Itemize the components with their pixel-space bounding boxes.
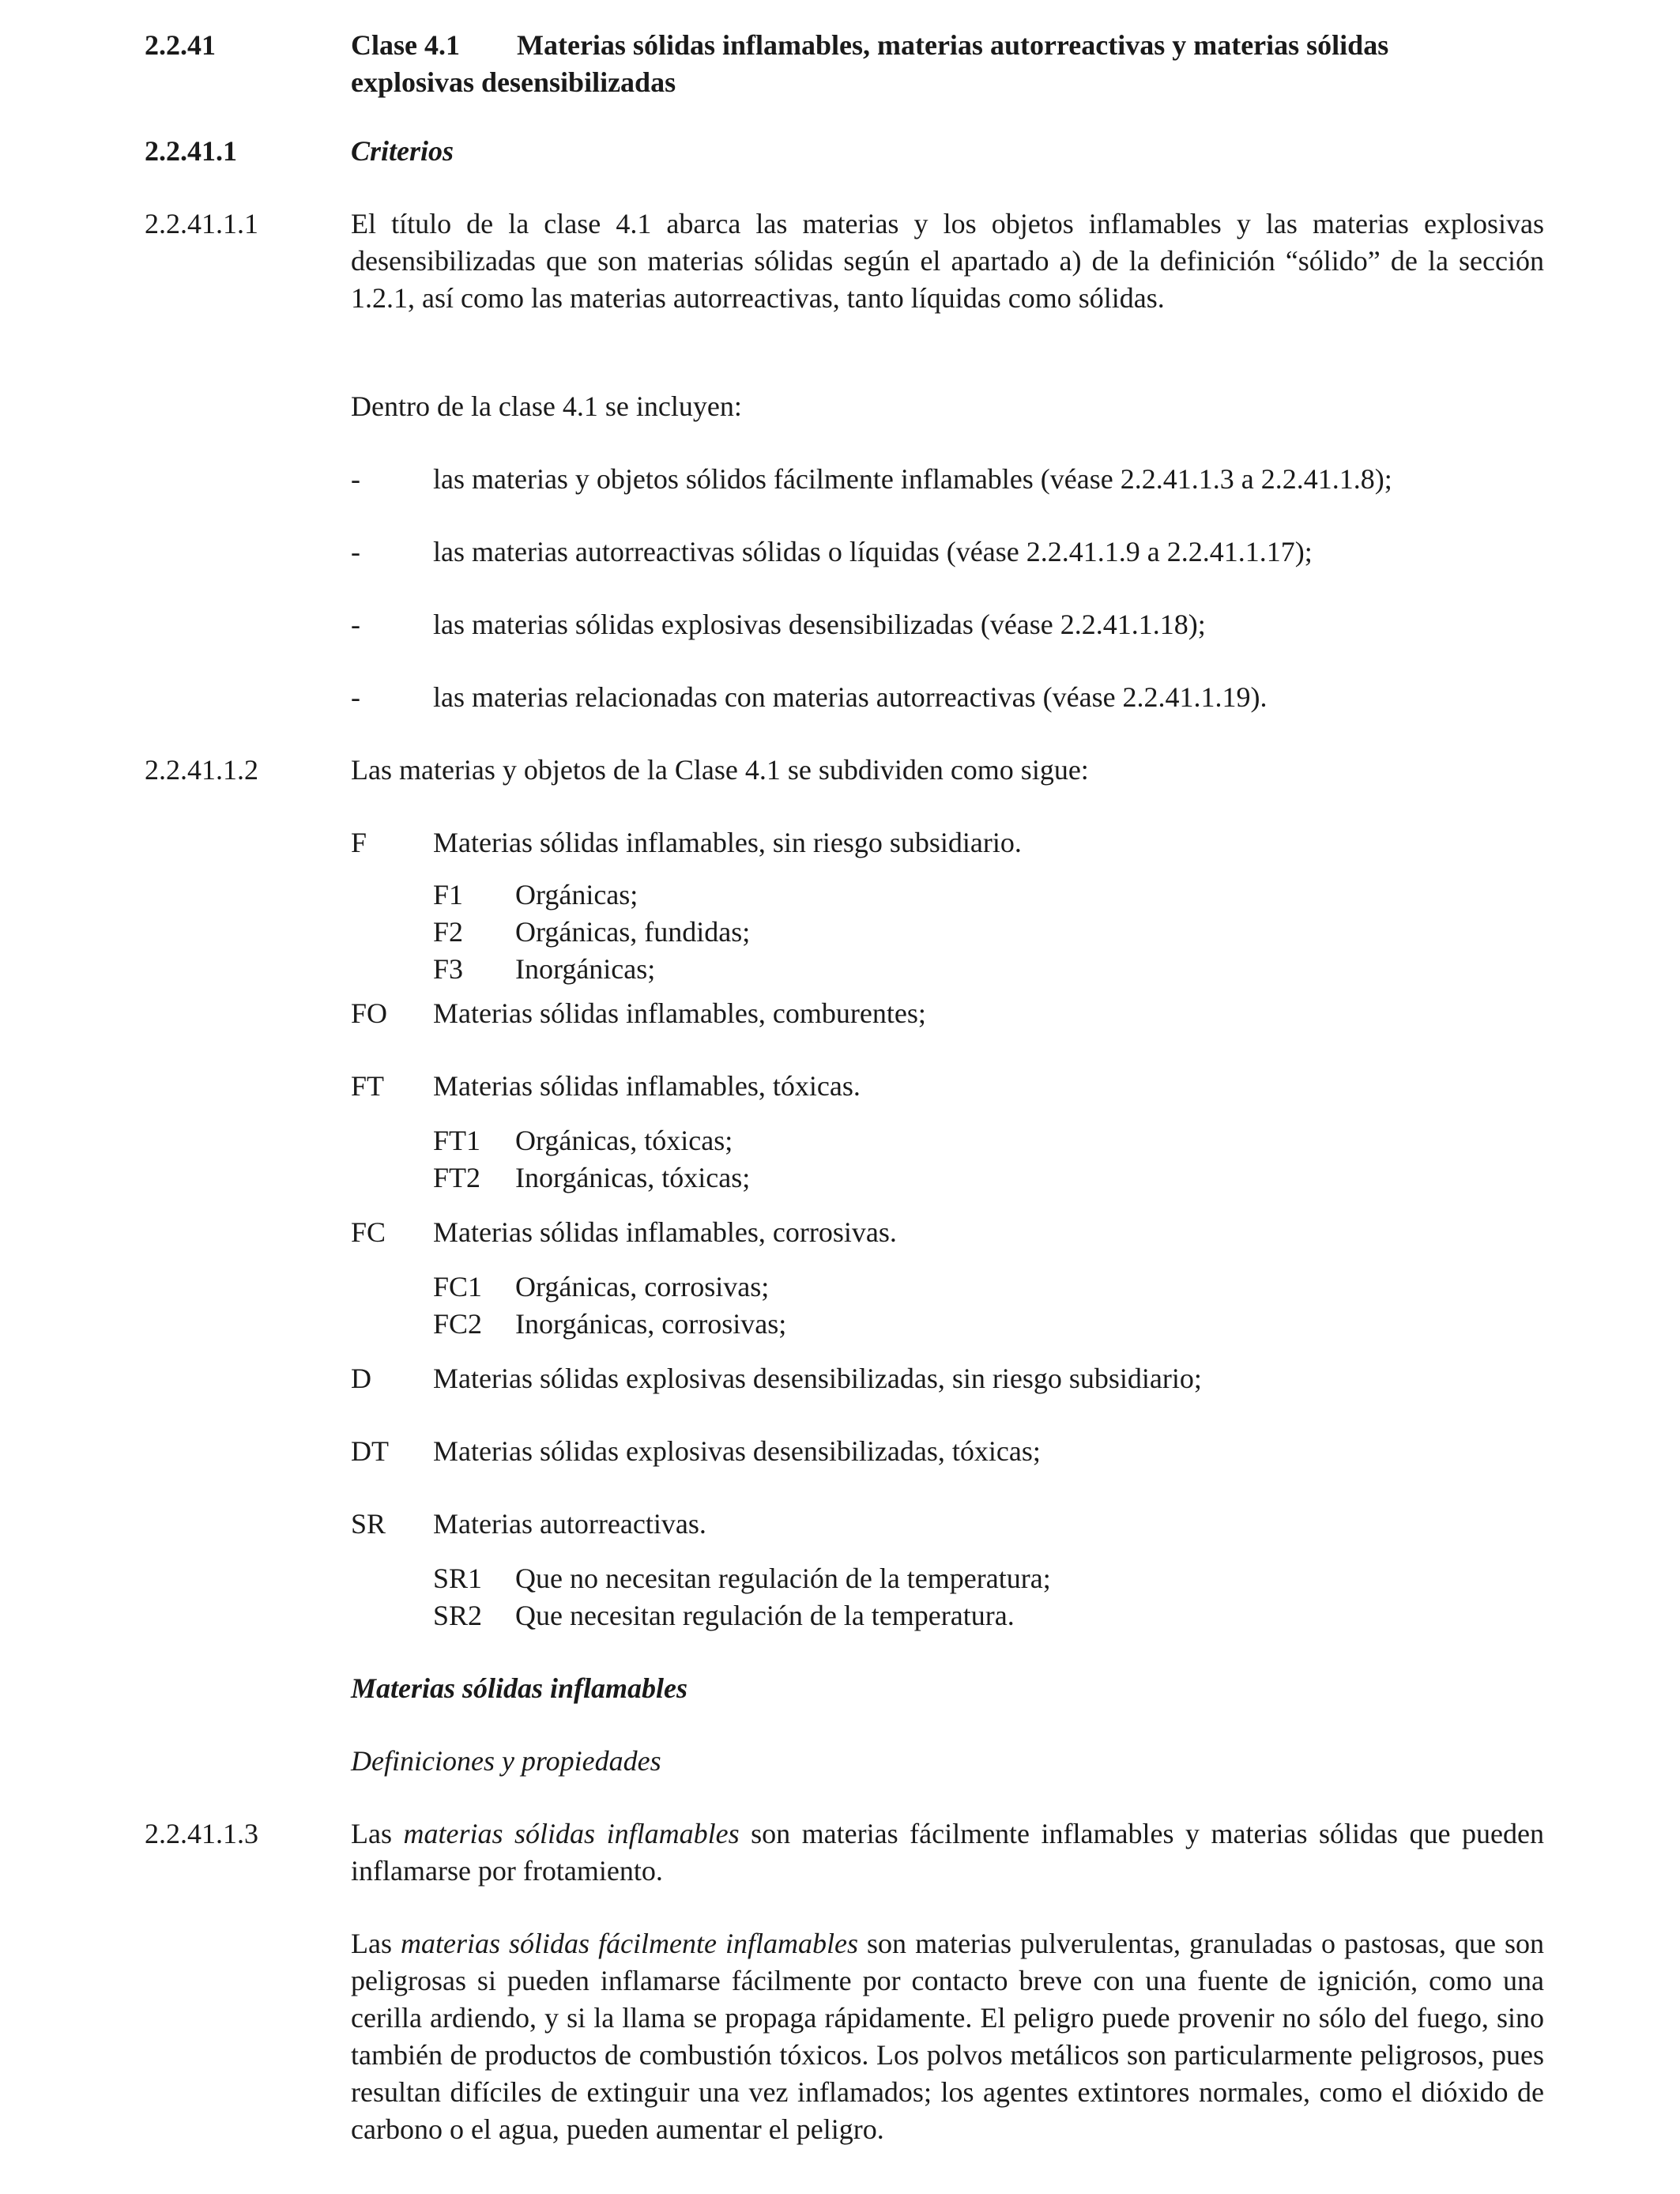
subgroup-list: [433, 1269, 786, 1343]
bullet-item: las materias relacionadas con materias autorreactivas (véase 2.2.41.1.19).: [433, 681, 1268, 713]
subgroup-code: FT2: [433, 1162, 481, 1193]
subgroup-text: Orgánicas, tóxicas;: [515, 1125, 733, 1156]
text-run: son materias pulverulentas, granuladas o pastosas, que son peligrosas si pueden inflamarse fácilmente por contacto breve con una fuente de ignición, como una cerilla ardiendo, y si la llama se propaga rápidamente. El peligro puede provenir no sólo del fuego, sino también de productos de combustión tóxicos. Los polvos metálicos son particularmente peligrosos, pues resultan difíciles de extinguir una vez inflamados; los agentes extintores normales, como el dióxido de carbono o el agua, pueden aumentar el peligro.: [351, 1928, 1544, 2145]
subgroup-text: Que no necesitan regulación de la temperatura;: [515, 1563, 1051, 1594]
group-code: D: [351, 1363, 371, 1394]
subheading-solids: Materias sólidas inflamables: [351, 1672, 688, 1704]
section-title-line2: explosivas desensibilizadas: [351, 66, 676, 98]
para-intro: Dentro de la clase 4.1 se incluyen:: [351, 390, 742, 422]
para-number-1: 2.2.41.1.1: [145, 208, 258, 239]
text-run: son materias fácilmente inflamables y materias sólidas que pueden inflamarse por frotamiento.: [351, 1818, 1544, 1887]
bullet-dash: -: [351, 609, 360, 640]
subgroup-item: [433, 1597, 1051, 1634]
subgroup-text: Orgánicas, fundidas;: [515, 916, 751, 948]
subgroup-item: [433, 1122, 750, 1159]
subgroup-code: F2: [433, 916, 464, 948]
subgroup-text: Inorgánicas;: [515, 953, 656, 985]
group-code: F: [351, 827, 367, 858]
text-run: Las: [351, 1818, 404, 1849]
subgroup-item: [433, 1306, 786, 1343]
group-text: Materias sólidas explosivas desensibilizadas, sin riesgo subsidiario;: [433, 1363, 1202, 1394]
para-number-3: 2.2.41.1.3: [145, 1818, 258, 1849]
subgroup-item: [433, 914, 750, 951]
group-text: Materias sólidas explosivas desensibilizadas, tóxicas;: [433, 1435, 1041, 1467]
subgroup-code: F3: [433, 953, 464, 985]
bullet-item: las materias autorreactivas sólidas o líquidas (véase 2.2.41.1.9 a 2.2.41.1.17);: [433, 536, 1313, 567]
subgroup-list: [433, 1122, 750, 1197]
para-number-2: 2.2.41.1.2: [145, 754, 258, 786]
para-text-3b: [351, 1925, 1544, 2148]
group-text: Materias sólidas inflamables, corrosivas.: [433, 1216, 897, 1248]
para-text-3a: [351, 1815, 1544, 1890]
text-run: Las: [351, 1928, 401, 1959]
subgroup-text: Que necesitan regulación de la temperatura.: [515, 1600, 1015, 1631]
subheading-definitions: Definiciones y propiedades: [351, 1745, 661, 1777]
group-text: Materias sólidas inflamables, sin riesgo subsidiario.: [433, 827, 1022, 858]
group-text: Materias autorreactivas.: [433, 1508, 706, 1540]
section-title-line1: Materias sólidas inflamables, materias autorreactivas y materias sólidas: [517, 29, 1389, 61]
group-text: Materias sólidas inflamables, tóxicas.: [433, 1070, 861, 1102]
bullet-dash: -: [351, 681, 360, 713]
subgroup-item: [433, 1159, 750, 1197]
subgroup-code: F1: [433, 879, 464, 910]
subgroup-code: SR1: [433, 1563, 483, 1594]
subgroup-item: [433, 876, 750, 914]
emphasis-term: materias sólidas inflamables: [403, 1818, 740, 1849]
criterios-number: 2.2.41.1: [145, 135, 237, 167]
subgroup-list: [433, 876, 750, 988]
bullet-dash: -: [351, 536, 360, 567]
class-label: Clase 4.1: [351, 29, 460, 61]
subgroup-list: [433, 1560, 1051, 1634]
subgroup-item: [433, 1560, 1051, 1597]
section-title: [351, 27, 1544, 101]
para-text-2: Las materias y objetos de la Clase 4.1 se subdividen como sigue:: [351, 754, 1089, 786]
group-code: SR: [351, 1508, 386, 1540]
subgroup-text: Inorgánicas, tóxicas;: [515, 1162, 751, 1193]
subgroup-text: Inorgánicas, corrosivas;: [515, 1308, 787, 1340]
group-code: FT: [351, 1070, 385, 1102]
subgroup-text: Orgánicas, corrosivas;: [515, 1271, 770, 1302]
subgroup-code: FC2: [433, 1308, 483, 1340]
subgroup-code: FT1: [433, 1125, 481, 1156]
bullet-item: las materias sólidas explosivas desensibilizadas (véase 2.2.41.1.18);: [433, 609, 1206, 640]
group-code: FC: [351, 1216, 386, 1248]
subgroup-item: [433, 1269, 786, 1306]
bullet-dash: -: [351, 463, 360, 495]
emphasis-term: materias sólidas fácilmente inflamables: [401, 1928, 859, 1959]
subgroup-text: Orgánicas;: [515, 879, 638, 910]
subgroup-item: [433, 951, 750, 988]
para-text-1: El título de la clase 4.1 abarca las materias y los objetos inflamables y las materias explosivas desensibilizadas que son materias sólidas según el apartado a) de la definición “sólido” de la sección 1.2.1, así como las materias autorreactivas, tanto líquidas como sólidas.: [351, 208, 1544, 314]
group-code: FO: [351, 997, 388, 1029]
criterios-title: Criterios: [351, 135, 454, 167]
section-number: 2.2.41: [145, 29, 216, 61]
group-code: DT: [351, 1435, 389, 1467]
subgroup-code: FC1: [433, 1271, 483, 1302]
bullet-item: las materias y objetos sólidos fácilmente inflamables (véase 2.2.41.1.3 a 2.2.41.1.8);: [433, 463, 1392, 495]
group-text: Materias sólidas inflamables, comburentes;: [433, 997, 926, 1029]
subgroup-code: SR2: [433, 1600, 483, 1631]
